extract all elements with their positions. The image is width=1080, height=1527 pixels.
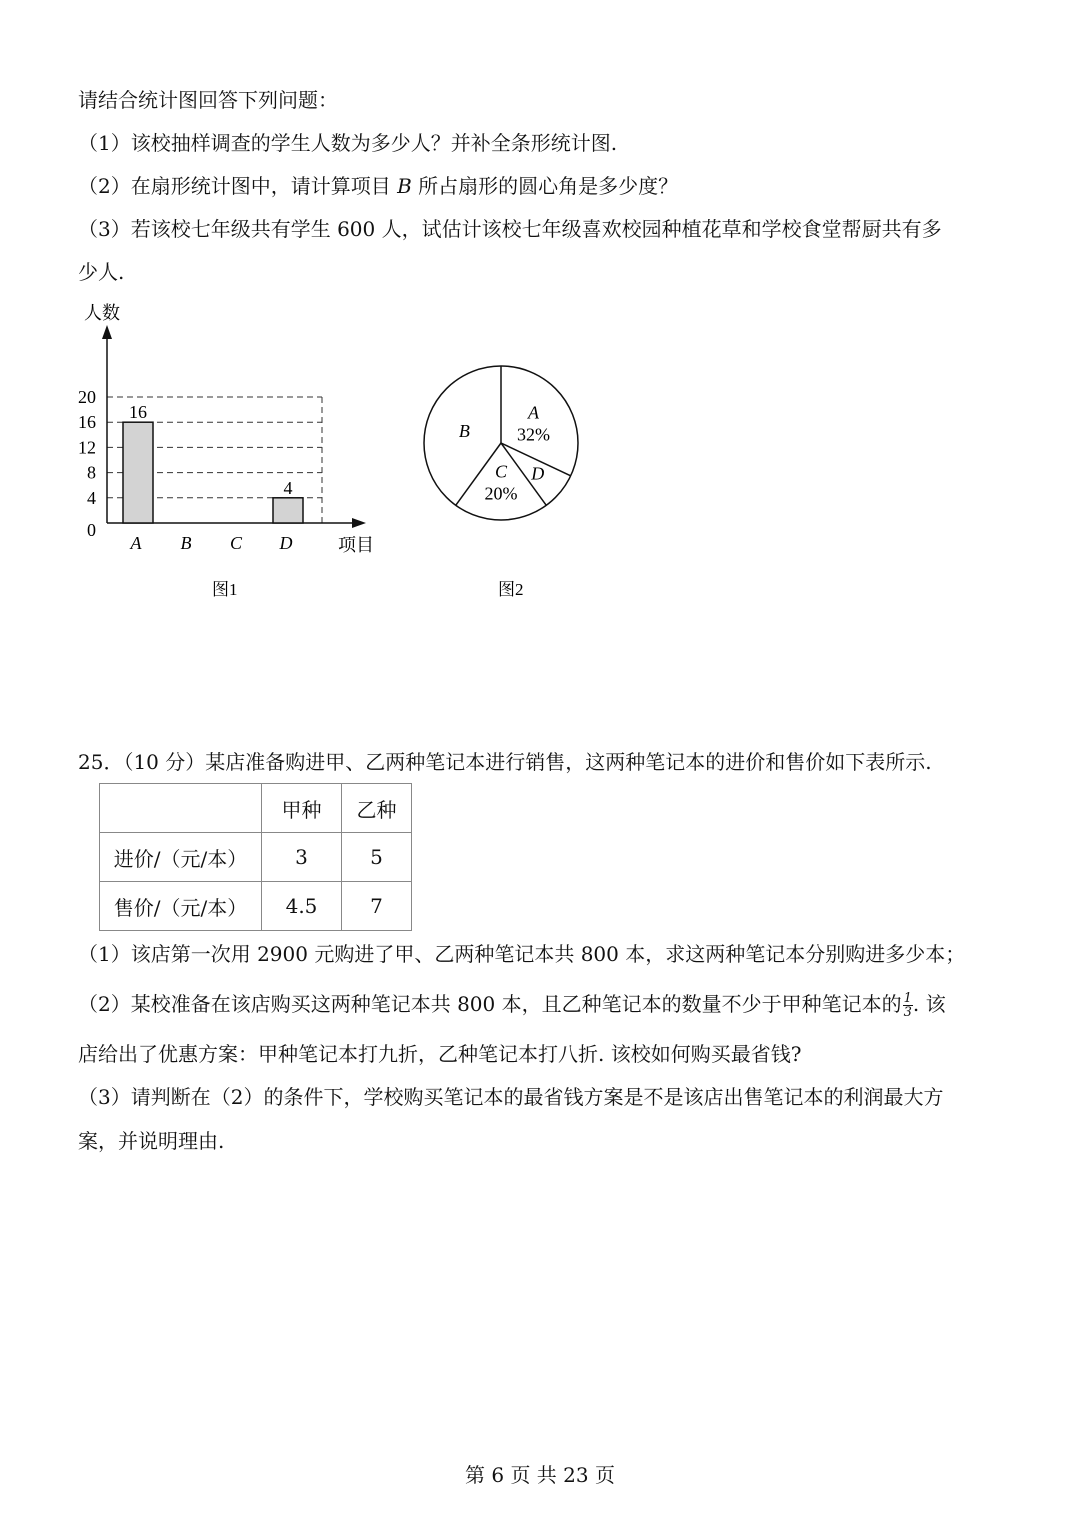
- table-cell: [100, 784, 262, 833]
- pie-chart-figure: [410, 355, 610, 610]
- x-axis-arrow: [352, 518, 366, 528]
- bar-chart-figure: [60, 295, 390, 610]
- bar: [273, 498, 303, 523]
- q24-part2: [78, 172, 678, 200]
- x-tick-label: B: [180, 533, 192, 553]
- figure2-caption: 图2: [498, 580, 524, 599]
- table-row: [100, 833, 412, 882]
- q25-header: 25．（10 分）某店准备购进甲、乙两种笔记本进行销售，这两种笔记本的进价和售价如下表所示.: [78, 750, 932, 774]
- q24-part3-line2: 少人.: [78, 260, 125, 284]
- pie-slice-percent: 32%: [517, 424, 551, 445]
- y-axis-arrow: [102, 325, 112, 339]
- table-cell: 5: [342, 833, 412, 882]
- x-tick-label: A: [130, 533, 142, 553]
- q25-part2-tail: . 该: [912, 992, 946, 1016]
- pie-slice-label: B: [458, 421, 470, 442]
- bar-data-label: 16: [129, 402, 147, 423]
- q25-part1: （1）该店第一次用 2900 元购进了甲、乙两种笔记本共 800 本，求这两种笔记本分别购进多少本；: [78, 942, 966, 966]
- table-cell: 7: [342, 882, 412, 931]
- q24-part2-post: 所占扇形的圆心角是多少度？: [418, 174, 679, 198]
- q25-part2-text: （2）某校准备在该店购买这两种笔记本共 800 本，且乙种笔记本的数量不少于甲种笔记本的: [78, 992, 902, 1016]
- fraction-numerator: 1: [903, 991, 912, 1006]
- pie-slice-percent: 20%: [484, 483, 518, 504]
- x-axis-label: 项目: [338, 535, 374, 555]
- q24-part2-pre: （2）在扇形统计图中，请计算项目: [78, 174, 391, 198]
- bar-data-label: 4: [283, 477, 293, 498]
- table-header-row: [100, 784, 412, 833]
- fraction-one-third: [903, 992, 913, 1019]
- table-cell: 4.5: [262, 882, 342, 931]
- table-cell: 售价/（元/本）: [100, 882, 262, 931]
- y-tick-label: 12: [78, 437, 96, 458]
- table-cell: 进价/（元/本）: [100, 833, 262, 882]
- pie-slice-label: C: [494, 461, 508, 482]
- x-tick-label: D: [279, 533, 293, 553]
- y-tick-label: 16: [78, 412, 96, 433]
- q24-part2-var: B: [397, 174, 412, 198]
- intro-text: 请结合统计图回答下列问题：: [78, 88, 338, 112]
- x-tick-label: C: [229, 533, 243, 553]
- bar-marks: [123, 402, 303, 523]
- q24-part1: （1）该校抽样调查的学生人数为多少人？并补全条形统计图.: [78, 131, 618, 155]
- table-cell: 甲种: [262, 784, 342, 833]
- q24-part3-line1: （3）若该校七年级共有学生 600 人，试估计该校七年级喜欢校园种植花草和学校食堂帮厨共有多: [78, 217, 942, 241]
- price-table: [99, 783, 412, 931]
- bar: [123, 422, 153, 523]
- table-row: [100, 882, 412, 931]
- y-tick-label: 4: [87, 487, 96, 508]
- q25-part3-line2: 案，并说明理由.: [78, 1129, 225, 1153]
- y-tick-label: 20: [78, 387, 96, 407]
- page-footer: 第 6 页 共 23 页: [465, 1463, 615, 1487]
- pie-slice-label: D: [531, 463, 545, 484]
- y-tick-label: 0: [87, 520, 96, 540]
- q25-part3-line1: （3）请判断在（2）的条件下，学校购买笔记本的最省钱方案是不是该店出售笔记本的利润最大方: [78, 1085, 944, 1109]
- q25-part2-line1: [78, 990, 946, 1019]
- q25-part2-line2: 店给出了优惠方案：甲种笔记本打九折，乙种笔记本打八折. 该校如何购买最省钱?: [78, 1042, 802, 1066]
- y-tick-label: 8: [87, 462, 96, 483]
- y-axis-label: 人数: [84, 303, 120, 323]
- pie-slice-label: A: [528, 402, 540, 423]
- bar-xticks: [130, 533, 293, 553]
- table-cell: 乙种: [342, 784, 412, 833]
- fraction-denominator: 3: [903, 1005, 912, 1020]
- table-cell: 3: [262, 833, 342, 882]
- bar-yticks: [78, 387, 96, 540]
- figure1-caption: 图1: [212, 580, 238, 599]
